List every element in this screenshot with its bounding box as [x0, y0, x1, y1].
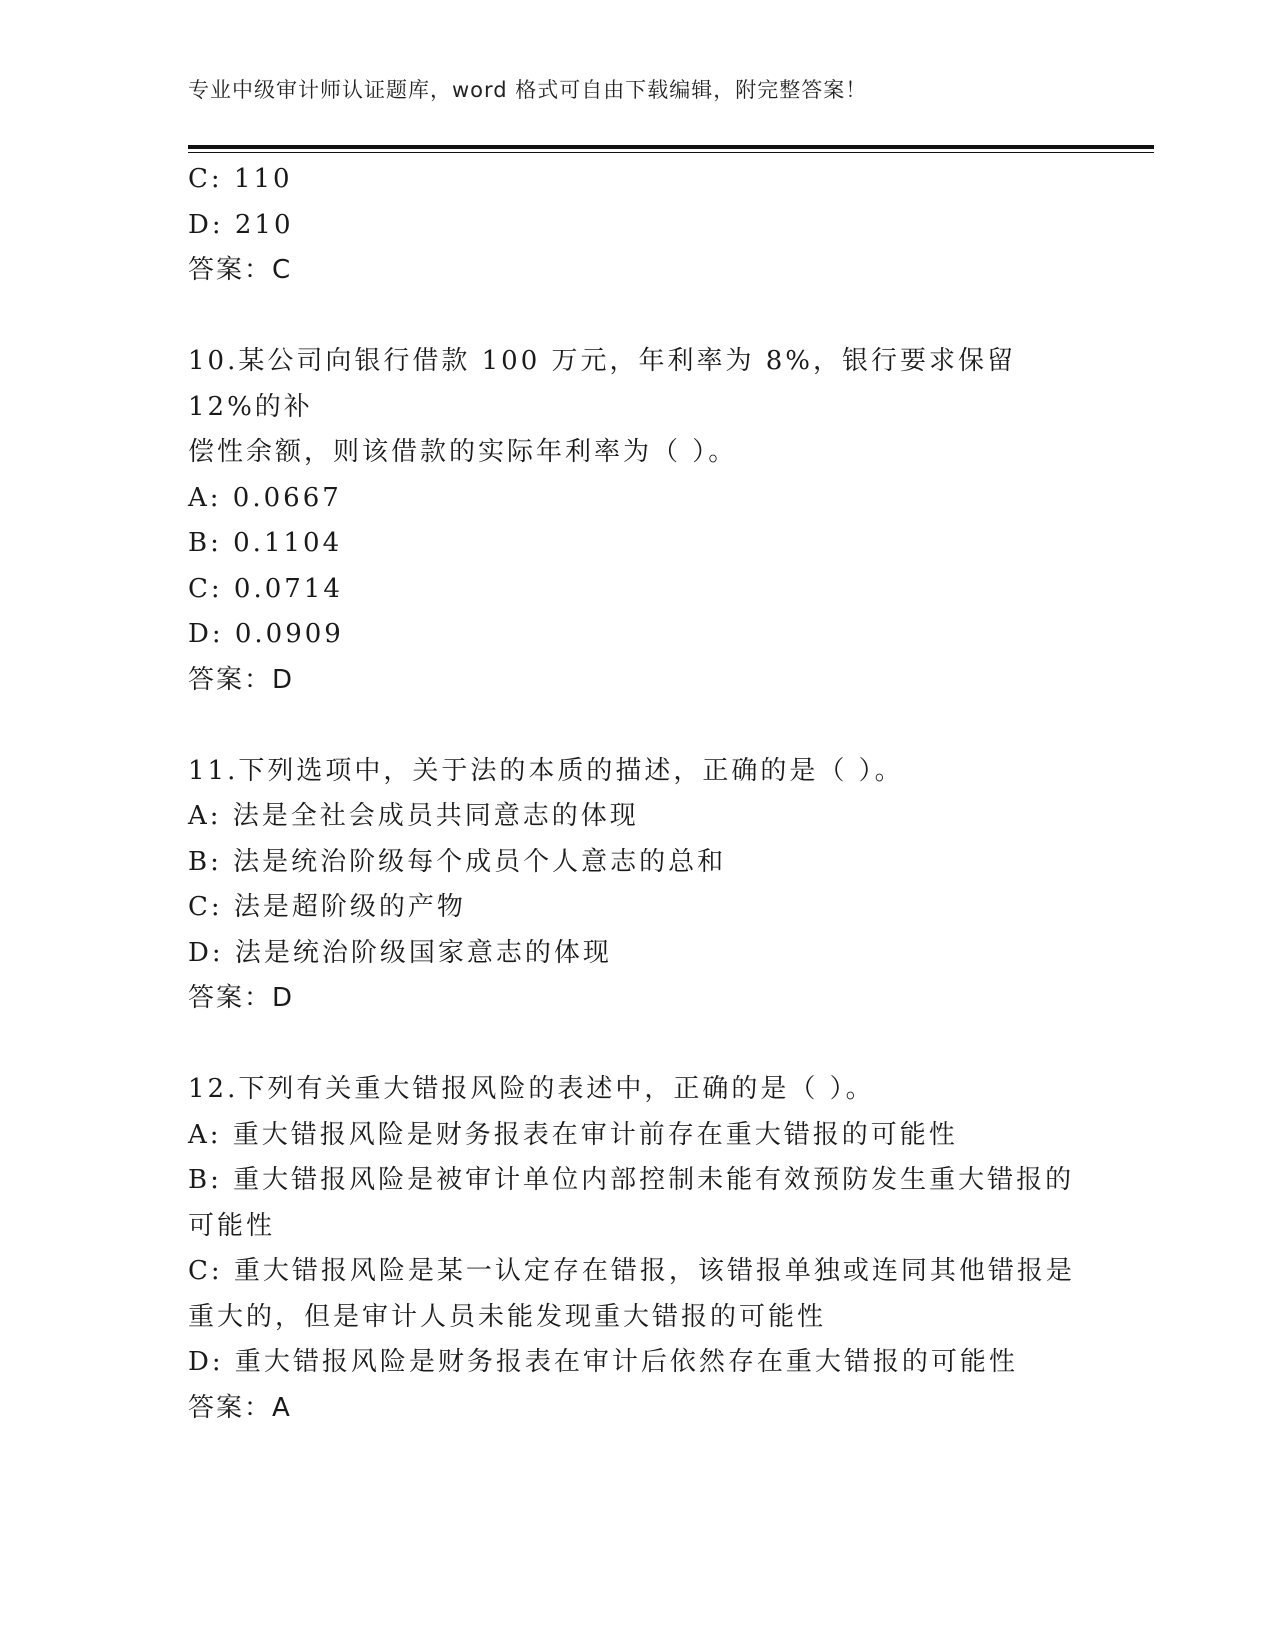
- question-content: [188, 157, 1078, 1431]
- q10-option-b: B: 0.1104: [188, 528, 343, 558]
- header-rule-thick: [188, 145, 1154, 149]
- q12-option-b-line2: 可能性: [188, 1210, 276, 1241]
- q12-option-c-line2: 重大的，但是审计人员未能发现重大错报的可能性: [188, 1301, 827, 1332]
- q11-answer: 答案：D: [188, 983, 295, 1013]
- spacer: [188, 294, 1078, 340]
- q12-answer: 答案：A: [188, 1392, 292, 1423]
- q12-option-a: A: 重大错报风险是财务报表在审计前存在重大错报的可能性: [188, 1119, 958, 1150]
- q12-option-b-line1: B: 重大错报风险是被审计单位内部控制未能有效预防发生重大错报的: [188, 1165, 1075, 1195]
- q11-stem: 11.下列选项中，关于法的本质的描述，正确的是（ ）。: [188, 755, 904, 786]
- spacer: [188, 1022, 1078, 1068]
- q10-stem-line1: 10.某公司向银行借款 100 万元，年利率为 8%，银行要求保留 12%的补: [188, 346, 1017, 422]
- q10-option-a: A: 0.0667: [188, 482, 342, 513]
- q9-answer: 答案：C: [188, 255, 293, 285]
- q11-option-c: C: 法是超阶级的产物: [188, 892, 466, 922]
- q10-stem-line2: 偿性余额，则该借款的实际年利率为（ ）。: [188, 437, 738, 467]
- q9-option-d: D: 210: [188, 209, 294, 240]
- q11-option-a: A: 法是全社会成员共同意志的体现: [188, 801, 639, 831]
- page-header: 专业中级审计师认证题库，word 格式可自由下载编辑，附完整答案！: [188, 78, 868, 102]
- q12-option-c-line1: C: 重大错报风险是某一认定存在错报，该错报单独或连同其他错报是: [188, 1256, 1075, 1286]
- header-rule-thin: [188, 152, 1154, 153]
- spacer: [188, 703, 1078, 749]
- q11-option-d: D: 法是统治阶级国家意志的体现: [188, 937, 612, 968]
- q9-option-c: C: 110: [188, 164, 293, 194]
- q12-stem: 12.下列有关重大错报风险的表述中，正确的是（ ）。: [188, 1074, 875, 1104]
- q10-option-d: D: 0.0909: [188, 619, 344, 649]
- q12-option-d: D: 重大错报风险是财务报表在审计后依然存在重大错报的可能性: [188, 1347, 1018, 1377]
- q10-answer: 答案：D: [188, 664, 295, 695]
- q11-option-b: B: 法是统治阶级每个成员个人意志的总和: [188, 846, 727, 877]
- q10-option-c: C: 0.0714: [188, 573, 343, 604]
